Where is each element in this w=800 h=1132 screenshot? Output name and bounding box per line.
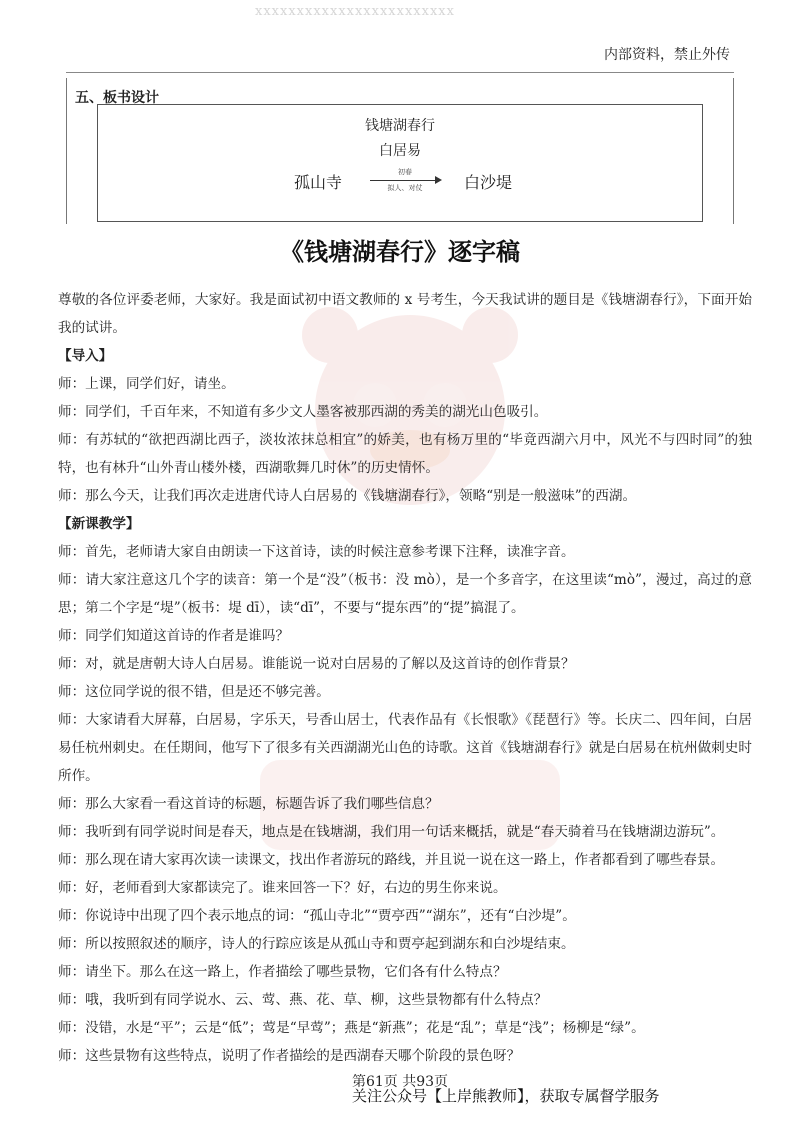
section-heading: 【导入】	[58, 348, 113, 364]
paragraph: 师：这些景物有这些特点，说明了作者描绘的是西湖春天哪个阶段的景色呀？	[58, 1048, 521, 1064]
paragraph: 师：同学们，千百年来，不知道有多少文人墨客被那西湖的秀美的湖光山色吸引。	[58, 404, 548, 420]
document-title: 《钱塘湖春行》逐字稿	[280, 237, 520, 266]
paragraph: 师：你说诗中出现了四个表示地点的词：“孤山寺北”“贾亭西”“湖东”，还有“白沙堤”。	[58, 908, 576, 924]
arrow-bottom-label: 拟人、对仗	[387, 184, 423, 192]
board-poem-author: 白居易	[379, 143, 421, 159]
paragraph: 尊敬的各位评委老师，大家好。我是面试初中语文教师的 x 号考生，今天我试讲的题目是《钱塘湖春行》，下面开始我的试讲。	[58, 292, 752, 336]
paragraph: 师：所以按照叙述的顺序，诗人的行踪应该是从孤山寺和贾亭起到湖东和白沙堤结束。	[58, 936, 575, 952]
arrow-top-label: 初春	[398, 168, 412, 176]
section-heading: 【新课教学】	[58, 516, 140, 532]
script-body	[58, 286, 752, 1070]
paragraph: 师：那么现在请大家再次读一读课文，找出作者游玩的路线，并且说一说在这一路上，作者都看到了哪些春景。	[58, 852, 725, 868]
paragraph: 师：上课，同学们好，请坐。	[58, 376, 235, 392]
board-start-place: 孤山寺	[294, 173, 343, 192]
paragraph: 师：请坐下。那么在这一路上，作者描绘了哪些景物，它们各有什么特点？	[58, 964, 507, 980]
paragraph: 师：这位同学说的很不错，但是还不够完善。	[58, 684, 330, 700]
paragraph: 师：首先，老师请大家自由朗读一下这首诗，读的时候注意参考课下注释，读准字音。	[58, 544, 575, 560]
paragraph: 师：我听到有同学说时间是春天，地点是在钱塘湖，我们用一句话来概括，就是“春天骑着马在钱塘湖边游玩”。	[58, 824, 725, 840]
board-poem-title: 钱塘湖春行	[365, 118, 435, 134]
route-arrow	[368, 167, 442, 195]
paragraph: 师：有苏轼的“欲把西湖比西子，淡妆浓抹总相宜”的娇美，也有杨万里的“毕竟西湖六月中，风光不与四时同”的独特，也有林升“山外青山楼外楼，西湖歌舞几时休”的历史情怀。	[58, 432, 752, 476]
board-end-place: 白沙堤	[464, 173, 513, 192]
page-number: 第61页 共93页	[351, 1074, 449, 1090]
paragraph: 师：没错，水是“平”；云是“低”；莺是“早莺”；燕是“新燕”；花是“乱”；草是“浅”；杨柳是“绿”。	[58, 1020, 645, 1036]
paragraph: 师：请大家注意这几个字的读音：第一个是“没”（板书：没 mò），是一个多音字，在这里读“mò”，漫过，高过的意思；第二个字是“堤”（板书：堤 dī），读“dī”，不要与“提东西”的“提”搞混了。	[58, 572, 752, 616]
faded-header-text: xxxxxxxxxxxxxxxxxxxxxxxx	[255, 4, 455, 18]
paragraph: 师：那么大家看一看这首诗的标题，标题告诉了我们哪些信息？	[58, 796, 439, 812]
promo-footer: 关注公众号【上岸熊教师】，获取专属督学服务	[352, 1087, 660, 1105]
arrow-line	[370, 180, 436, 181]
header-divider	[66, 72, 734, 73]
paragraph: 师：对，就是唐朝大诗人白居易。谁能说一说对白居易的了解以及这首诗的创作背景？	[58, 656, 575, 672]
paragraph: 师：哦，我听到有同学说水、云、莺、燕、花、草、柳，这些景物都有什么特点？	[58, 992, 548, 1008]
paragraph: 师：大家请看大屏幕，白居易，字乐天，号香山居士，代表作品有《长恨歌》《琵琶行》等。长庆二、四年间，白居易任杭州刺史。在任期间，他写下了很多有关西湖湖光山色的诗歌。这首《钱塘湖春行》就是白居易在杭州做刺史时所作。	[58, 712, 752, 784]
paragraph: 师：同学们知道这首诗的作者是谁吗？	[58, 628, 290, 644]
board-heading: 五、板书设计	[75, 90, 159, 106]
board-design-section	[66, 78, 734, 224]
paragraph: 师：那么今天，让我们再次走进唐代诗人白居易的《钱塘湖春行》，领略“别是一般滋味”的西湖。	[58, 488, 637, 504]
confidential-label: 内部资料，禁止外传	[604, 47, 730, 63]
blackboard-box	[97, 104, 703, 222]
paragraph: 师：好，老师看到大家都读完了。谁来回答一下？好，右边的男生你来说。	[58, 880, 507, 896]
